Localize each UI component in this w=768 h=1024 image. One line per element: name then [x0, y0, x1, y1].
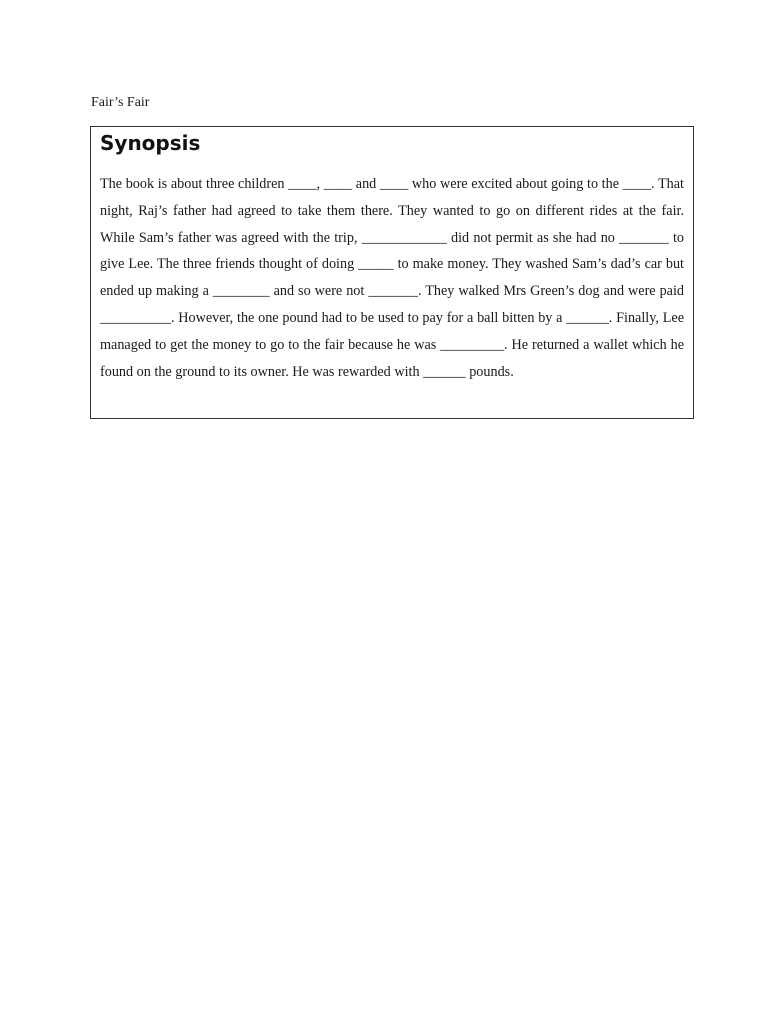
synopsis-heading: Synopsis	[100, 131, 201, 155]
document-title: Fair’s Fair	[91, 95, 150, 110]
synopsis-box	[90, 126, 694, 419]
synopsis-text: The book is about three children ____, ____ and ____ who were excited about going to the ____. That night, Raj’s father had agreed to take them there. They wanted to go on different rides at the fair. While Sam’s father was agreed with the trip, ____________ did not permit as she had no _______ to give Lee. The three friends thought of doing _____ to make money. They washed Sam’s dad’s car but ended up making a ________ and so were not _______. They walked Mrs Green’s dog and were paid __________. However, the one pound had to be used to pay for a ball bitten by a ______. Finally, Lee managed to get the money to go to the fair because he was _________. He returned a wallet which he found on the ground to its owner. He was rewarded with ______ pounds.	[100, 176, 684, 380]
